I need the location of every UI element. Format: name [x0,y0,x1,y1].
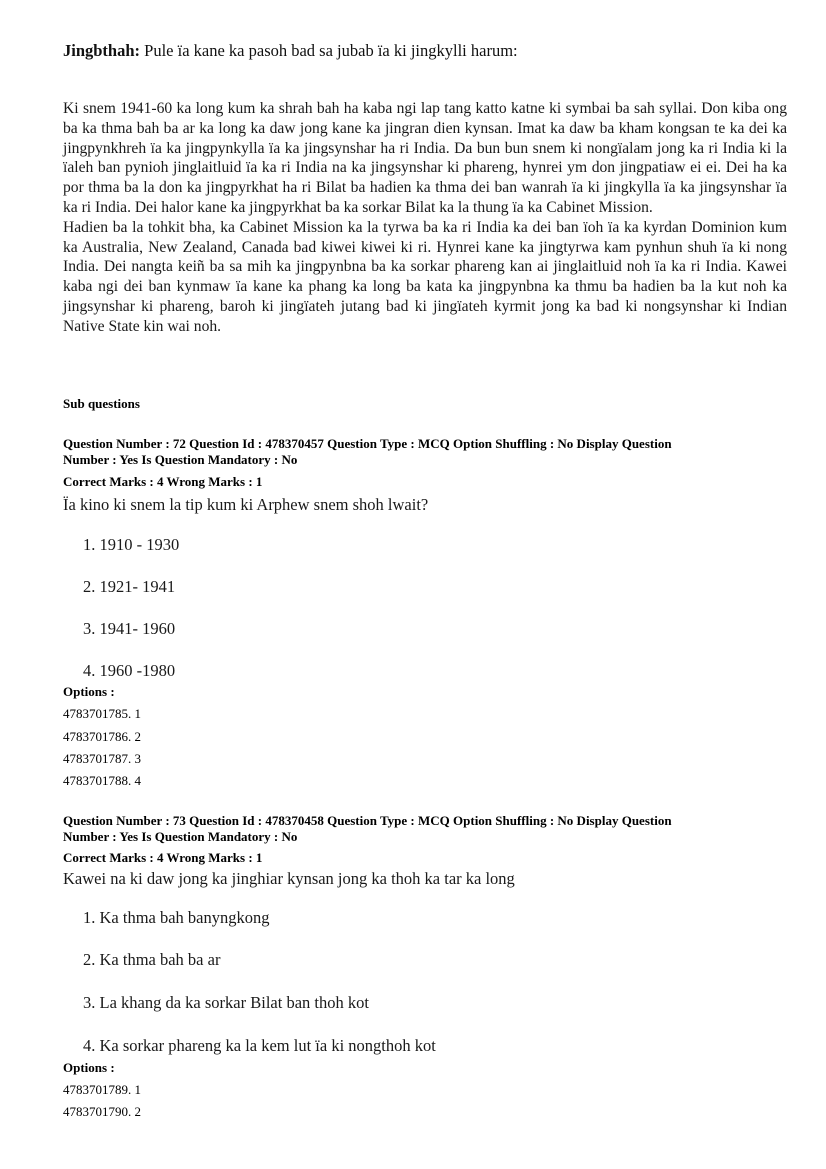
question-72-options-label: Options : [63,684,115,699]
question-72-marks: Correct Marks : 4 Wrong Marks : 1 [63,474,263,489]
option-code: 4783701785. 1 [63,706,141,721]
passage-paragraph-1: Ki snem 1941-60 ka long kum ka shrah bah ha kaba ngi lap tang katto katne ki symbai ba sah syllai. Don kiba ong ba ka thma bah ba ar ka long ka daw jong kane ka jingran dien kynsan. Imat ka daw ba kham kongsan te ka dei ka jingpynkhreh ïa ka jingpynkylla ïa ka jingsynshar ha ri India. Da bun bun snem ki nongïalam jong ka ri India ki la ïaleh ban pynioh jinglaitluid ïa ka ri India na ka jingsynshar ki phareng, hynrei ym don jingpatiaw ei ei. Dei ha ka por thma ba la don ka jingpyrkhat ha ri Bilat ba hadien ka thma dei ban wanrah ïa ki jingkylla ïa ka jingsynshar ïa ka ri India. Dei halor kane ka jingpyrkhat ba ka sorkar Bilat ka la thung ïa ka Cabinet Mission. [63,100,787,216]
question-72-option-3: 3. 1941- 1960 [83,619,176,638]
question-72-text: Ïa kino ki snem la tip kum ki Arphew snem shoh lwait? [63,495,429,514]
passage-paragraph-2: Hadien ba la tohkit bha, ka Cabinet Mission ka la tyrwa ba ka ri India ka dei ban ïoh ïa ka kyrdan Dominion kum ka Australia, New Zealand, Canada bad kiwei kiwei ki ri. Hynrei kane ka jingtyrwa kam pynhun shuh ïa ki nong India. Dei nangta keiñ ba sa mih ka jingpynbna ba ka sorkar phareng kan ai jinglaitluid noh ïa ka ri India. Kawei kaba ngi dei ban kynmaw ïa kane ka phang ka long ba kata ka jingpynbna ka thmu ba hadien ba la kut noh ka jingsynshar ki phareng, baroh ki jingïateh jutang bad ki jingïateh kyrmit jong ka bad ki nongsynshar ki Indian Native State kin wai noh. [63,218,787,335]
question-72-option-1: 1. 1910 - 1930 [83,535,180,554]
question-meta-line: Question Number : 73 Question Id : 478370458 Question Type : MCQ Option Shuffling : No Display Question [63,813,672,828]
question-73-meta [63,813,783,845]
instruction-lead: Jingbthah: [63,41,141,60]
option-code: 4783701790. 2 [63,1104,141,1119]
question-meta-line: Number : Yes Is Question Mandatory : No [63,452,298,467]
question-73-option-3: 3. La khang da ka sorkar Bilat ban thoh kot [83,993,369,1012]
question-73-options-label: Options : [63,1060,115,1075]
question-meta-line: Question Number : 72 Question Id : 478370457 Question Type : MCQ Option Shuffling : No Display Question [63,436,672,451]
question-73-text: Kawei na ki daw jong ka jinghiar kynsan jong ka thoh ka tar ka long [63,869,515,888]
option-code: 4783701788. 4 [63,773,141,788]
instruction-text: Pule ïa kane ka pasoh bad sa jubab ïa ki jingkylli harum: [144,41,518,60]
question-73-option-1: 1. Ka thma bah banyngkong [83,908,270,927]
option-code: 4783701786. 2 [63,729,141,744]
reading-passage [63,99,787,337]
question-72-option-4: 4. 1960 -1980 [83,661,176,680]
question-73-option-2: 2. Ka thma bah ba ar [83,950,221,969]
option-code: 4783701787. 3 [63,751,141,766]
sub-questions-label: Sub questions [63,396,140,411]
question-73-marks: Correct Marks : 4 Wrong Marks : 1 [63,850,263,865]
question-72-meta [63,436,783,468]
question-72-option-2: 2. 1921- 1941 [83,577,176,596]
option-code: 4783701789. 1 [63,1082,141,1097]
question-meta-line: Number : Yes Is Question Mandatory : No [63,829,298,844]
instruction-line [63,40,783,62]
question-73-option-4: 4. Ka sorkar phareng ka la kem lut ïa ki nongthoh kot [83,1036,436,1055]
